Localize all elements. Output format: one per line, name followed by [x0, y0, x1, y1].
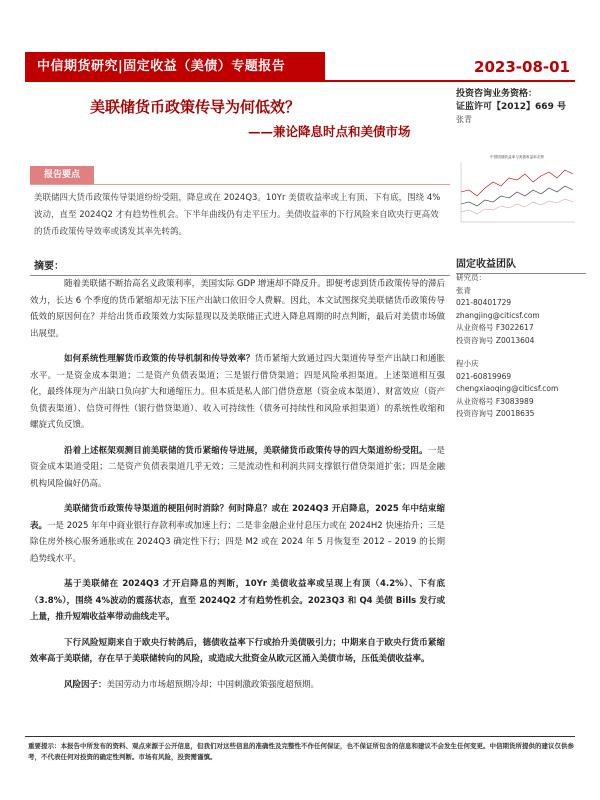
analyst-card — [456, 272, 586, 347]
disclaimer: 重要提示：本报告中所发布的资料、观点来源于公开信息，但我们对这些信息的准确性及完整性不作任何保证，也不保证所包含的信息和建议不会发生任何变更。中信期货所提供的建议仅供参考，不代表任何对投资的确定性判断。市场有风险，投资需谨慎。 — [28, 742, 574, 761]
analyst-card — [456, 358, 586, 421]
paragraph: 下行风险短期来自于欧央行转鸽后，德债收益率下行或抬升美债吸引力；中期来自于欧央行货币紧缩效率高于美联储，存在早于美联储转向的风险，或造成大批资金从欧元区涌入美债市场，压低美债收益率。 — [30, 637, 445, 664]
banner-divider — [325, 80, 575, 82]
analyst-cert-1: 从业资格号 F3083989 — [456, 396, 534, 406]
analyst-email[interactable]: chengxiaoqing@citicsf.com — [456, 384, 559, 393]
license-info — [456, 88, 586, 126]
mini-chart-series-3 — [461, 199, 573, 214]
paragraph: 随着美联储不断抬高名义政策利率，美国实际 GDP 增速却不降反升。即便考虑到货币政策传导的滞后效力，长达 6 个季度的货币紧缩却无法下压产出缺口依旧令人费解。因此，本文试图探究美联储货币政策传导低效的原因何在？并给出货币政策效力实际显现以及美联储正式进入降息周期的时点判断，最后对美债市场做出展望。 — [30, 279, 445, 339]
abstract-label: 摘要： — [30, 255, 450, 276]
footer-divider — [25, 736, 575, 737]
analyst-phone: 021-80401729 — [456, 298, 512, 307]
analyst-cert-2: 投资咨询号 Z0018635 — [456, 409, 535, 418]
analyst-role: 研究员： — [456, 273, 486, 282]
paragraph: 基于美联储在 2024Q3 才开启降息的判断，10Yr 美债收益率或呈现上有顶（4.2%）、下有底（3.8%），围绕 4%波动的震荡状态，直至 2024Q2 才有趋势性机会。2023Q3 和 Q4 美债 Bills 发行或上量，推升短端收益率带动曲线走平。 — [30, 579, 445, 622]
analyst-name: 程小庆 — [456, 359, 479, 368]
report-subtitle: ——兼论降息时点和美债市场 — [248, 124, 411, 139]
risk-factors: 风险因子：美国劳动力市场超预期冷却；中国刺激政策强度超预期。 — [64, 679, 320, 690]
summary-text: 美联储四大货币政策传导渠道纷纷受阻，降息或在 2024Q3。10Yr 美债收益率或上有顶、下有底，围绕 4%波动，直至 2024Q2 才有趋势性机会。下半年曲线仍有走平压力。美债收益率的下行风险来自欧央行更高效的货币政策传导效率或诱发其率先转鸽。 — [30, 184, 450, 248]
paragraph: 沿着上述框架观测目前美联储的货币紧缩传导进展，美联储货币政策传导的四大渠道纷纷受阻。一是资金成本渠道受阻；二是资产负债表渠道几乎无效；三是流动性和利润共同支撑银行借贷渠道扩张；四是金融机构风险偏好仍高。 — [30, 445, 445, 489]
paragraph: 美联储货币政策传导渠道的梗阻何时消除？何时降息？或在 2024Q3 开启降息，2025 年中结束缩表。一是 2025 年年中商业银行存款利率或加速上行；二是非金融企业付息压力或在 2024H2 快速抬升；三是除住房外核心服务通胀或在 2024Q3 确定性下行；四是 M2 或在 2024 年 5 月恢复至 2012 – 2019 的长期趋势线水平。 — [30, 504, 445, 564]
report-banner: 中信期货研究|固定收益（美债）专题报告 — [25, 52, 325, 82]
license-line-1: 投资咨询业务资格： — [456, 89, 538, 99]
abstract-body — [30, 276, 445, 702]
team-title: 固定收益团队 — [456, 255, 586, 274]
analyst-name: 张青 — [456, 285, 471, 295]
mini-chart-title: 中国国债收益率与美债收益率走势 — [490, 155, 544, 159]
report-date: 2023-08-01 — [474, 58, 570, 76]
analyst-cert-1: 从业资格号 F3022617 — [456, 323, 534, 332]
cover-mini-chart — [455, 152, 580, 232]
analyst-cert-2: 投资咨询号 Z0013604 — [456, 335, 535, 345]
paragraph: 如何系统性理解货币政策的传导机制和传导效率？货币紧缩大致通过四大渠道传导至产出缺口和通胀水平。一是资金成本渠道；二是资产负债表渠道；三是银行借贷渠道；四是风险承担渠道。上述渠道相互强化，最终体现为产出缺口负向扩大和通缩压力。但本质是私人部门借贷意愿（资金成本渠道）、财富效应（资产负债表渠道）、信贷可得性（银行借贷渠道）、收入可持续性（债务可持续性和风险承担渠道）的系统性收缩和螺旋式负反馈。 — [30, 354, 445, 430]
license-line-2: 证监许可【2012】669 号 — [456, 102, 566, 112]
report-title: 美联储货币政策传导为何低效？ — [90, 98, 301, 116]
summary-tab: 报告要点 — [30, 166, 94, 184]
analyst-phone: 021-60819969 — [456, 371, 512, 381]
analyst-email[interactable]: zhangjing@citicsf.com — [456, 310, 540, 320]
license-name: 张青 — [456, 115, 472, 124]
